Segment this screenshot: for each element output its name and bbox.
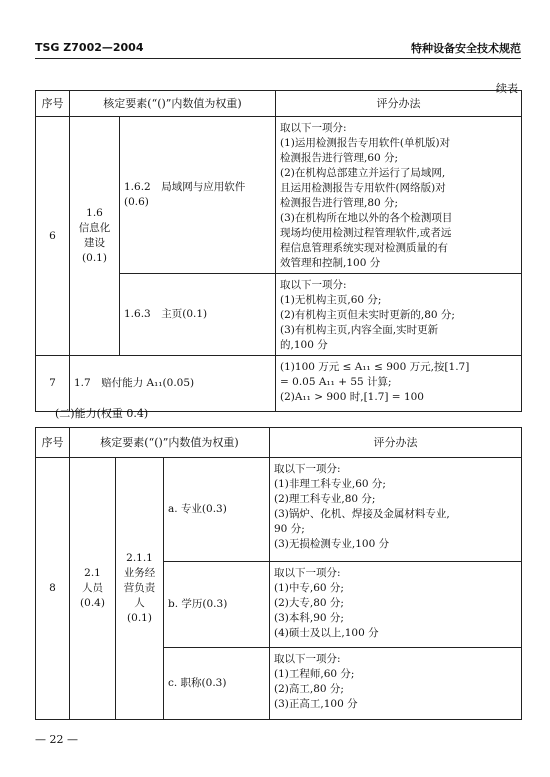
eval-1-6-3: 取以下一项分: (1)无机构主页,60 分; (2)有机构主页但未实时更新的,80 分; (3)有机构主页,内容全面,实时更新 的,100 分 — [276, 274, 522, 356]
row-no-8: 8 — [36, 458, 70, 720]
eval-a-major: 取以下一项分: (1)非理工科专业,60 分; (2)理工科专业,80 分; (3)锅炉、化机、焊接及金属材料专业, 90 分; (3)无损检测专业,100 分 — [270, 458, 522, 562]
eval-1-6-2: 取以下一项分: (1)运用检测报告专用软件(单机版)对 检测报告进行管理,60 分; (2)在机构总部建立并运行了局域网, 且运用检测报告专用软件(网络版)对 检测报告进行管理,80 分; (3)在机构所在地以外的各个检测项目 现场均使用检测过程管理软件,或者远 程信息管理系统实现对检测质量的有 效管理和控制,100 分 — [276, 117, 522, 274]
item-b-education: b. 学历(0.3) — [164, 562, 270, 648]
header-no-2: 序号 — [36, 428, 70, 458]
header-factor-2: 核定要素(“()”内数值为权重) — [70, 428, 270, 458]
page-number: — 22 — — [35, 733, 78, 746]
standard-code: TSG Z7002—2004 — [35, 41, 144, 54]
section-title: (二)能力(权重 0.4) — [55, 407, 149, 420]
header-method-2: 评分办法 — [270, 428, 522, 458]
header-factor: 核定要素(“()”内数值为权重) — [70, 91, 276, 117]
item-1-7: 1.7 赔付能力 A₁₁(0.05) — [70, 356, 276, 412]
eval-1-7: (1)100 万元 ≤ A₁₁ ≤ 900 万元,按[1.7] = 0.05 A₁₁ + 55 计算; (2)A₁₁ > 900 时,[1.7] = 100 — [276, 356, 522, 412]
sub-2-1-1: 2.1.1 业务经 营负责 人 (0.1) — [116, 458, 164, 720]
row-no-6: 6 — [36, 117, 70, 356]
header-no: 序号 — [36, 91, 70, 117]
spec-title: 特种设备安全技术规范 — [411, 42, 521, 55]
item-1-6-3: 1.6.3 主页(0.1) — [120, 274, 276, 356]
eval-b-education: 取以下一项分: (1)中专,60 分; (2)大专,80 分; (3)本科,90 分; (4)硕士及以上,100 分 — [270, 562, 522, 648]
scoring-table-1 — [35, 90, 522, 412]
group-2-1: 2.1 人员 (0.4) — [70, 458, 116, 720]
eval-c-title: 取以下一项分: (1)工程师,60 分; (2)高工,80 分; (3)正高工,100 分 — [270, 648, 522, 720]
page-header — [35, 36, 521, 59]
header-method: 评分办法 — [276, 91, 522, 117]
item-c-title: c. 职称(0.3) — [164, 648, 270, 720]
group-1-6: 1.6 信息化 建设 (0.1) — [70, 117, 120, 356]
continued-label: 续表 — [496, 82, 518, 95]
item-1-6-2: 1.6.2 局域网与应用软件 (0.6) — [120, 117, 276, 274]
row-no-7: 7 — [36, 356, 70, 412]
item-a-major: a. 专业(0.3) — [164, 458, 270, 562]
scoring-table-2 — [35, 427, 522, 720]
